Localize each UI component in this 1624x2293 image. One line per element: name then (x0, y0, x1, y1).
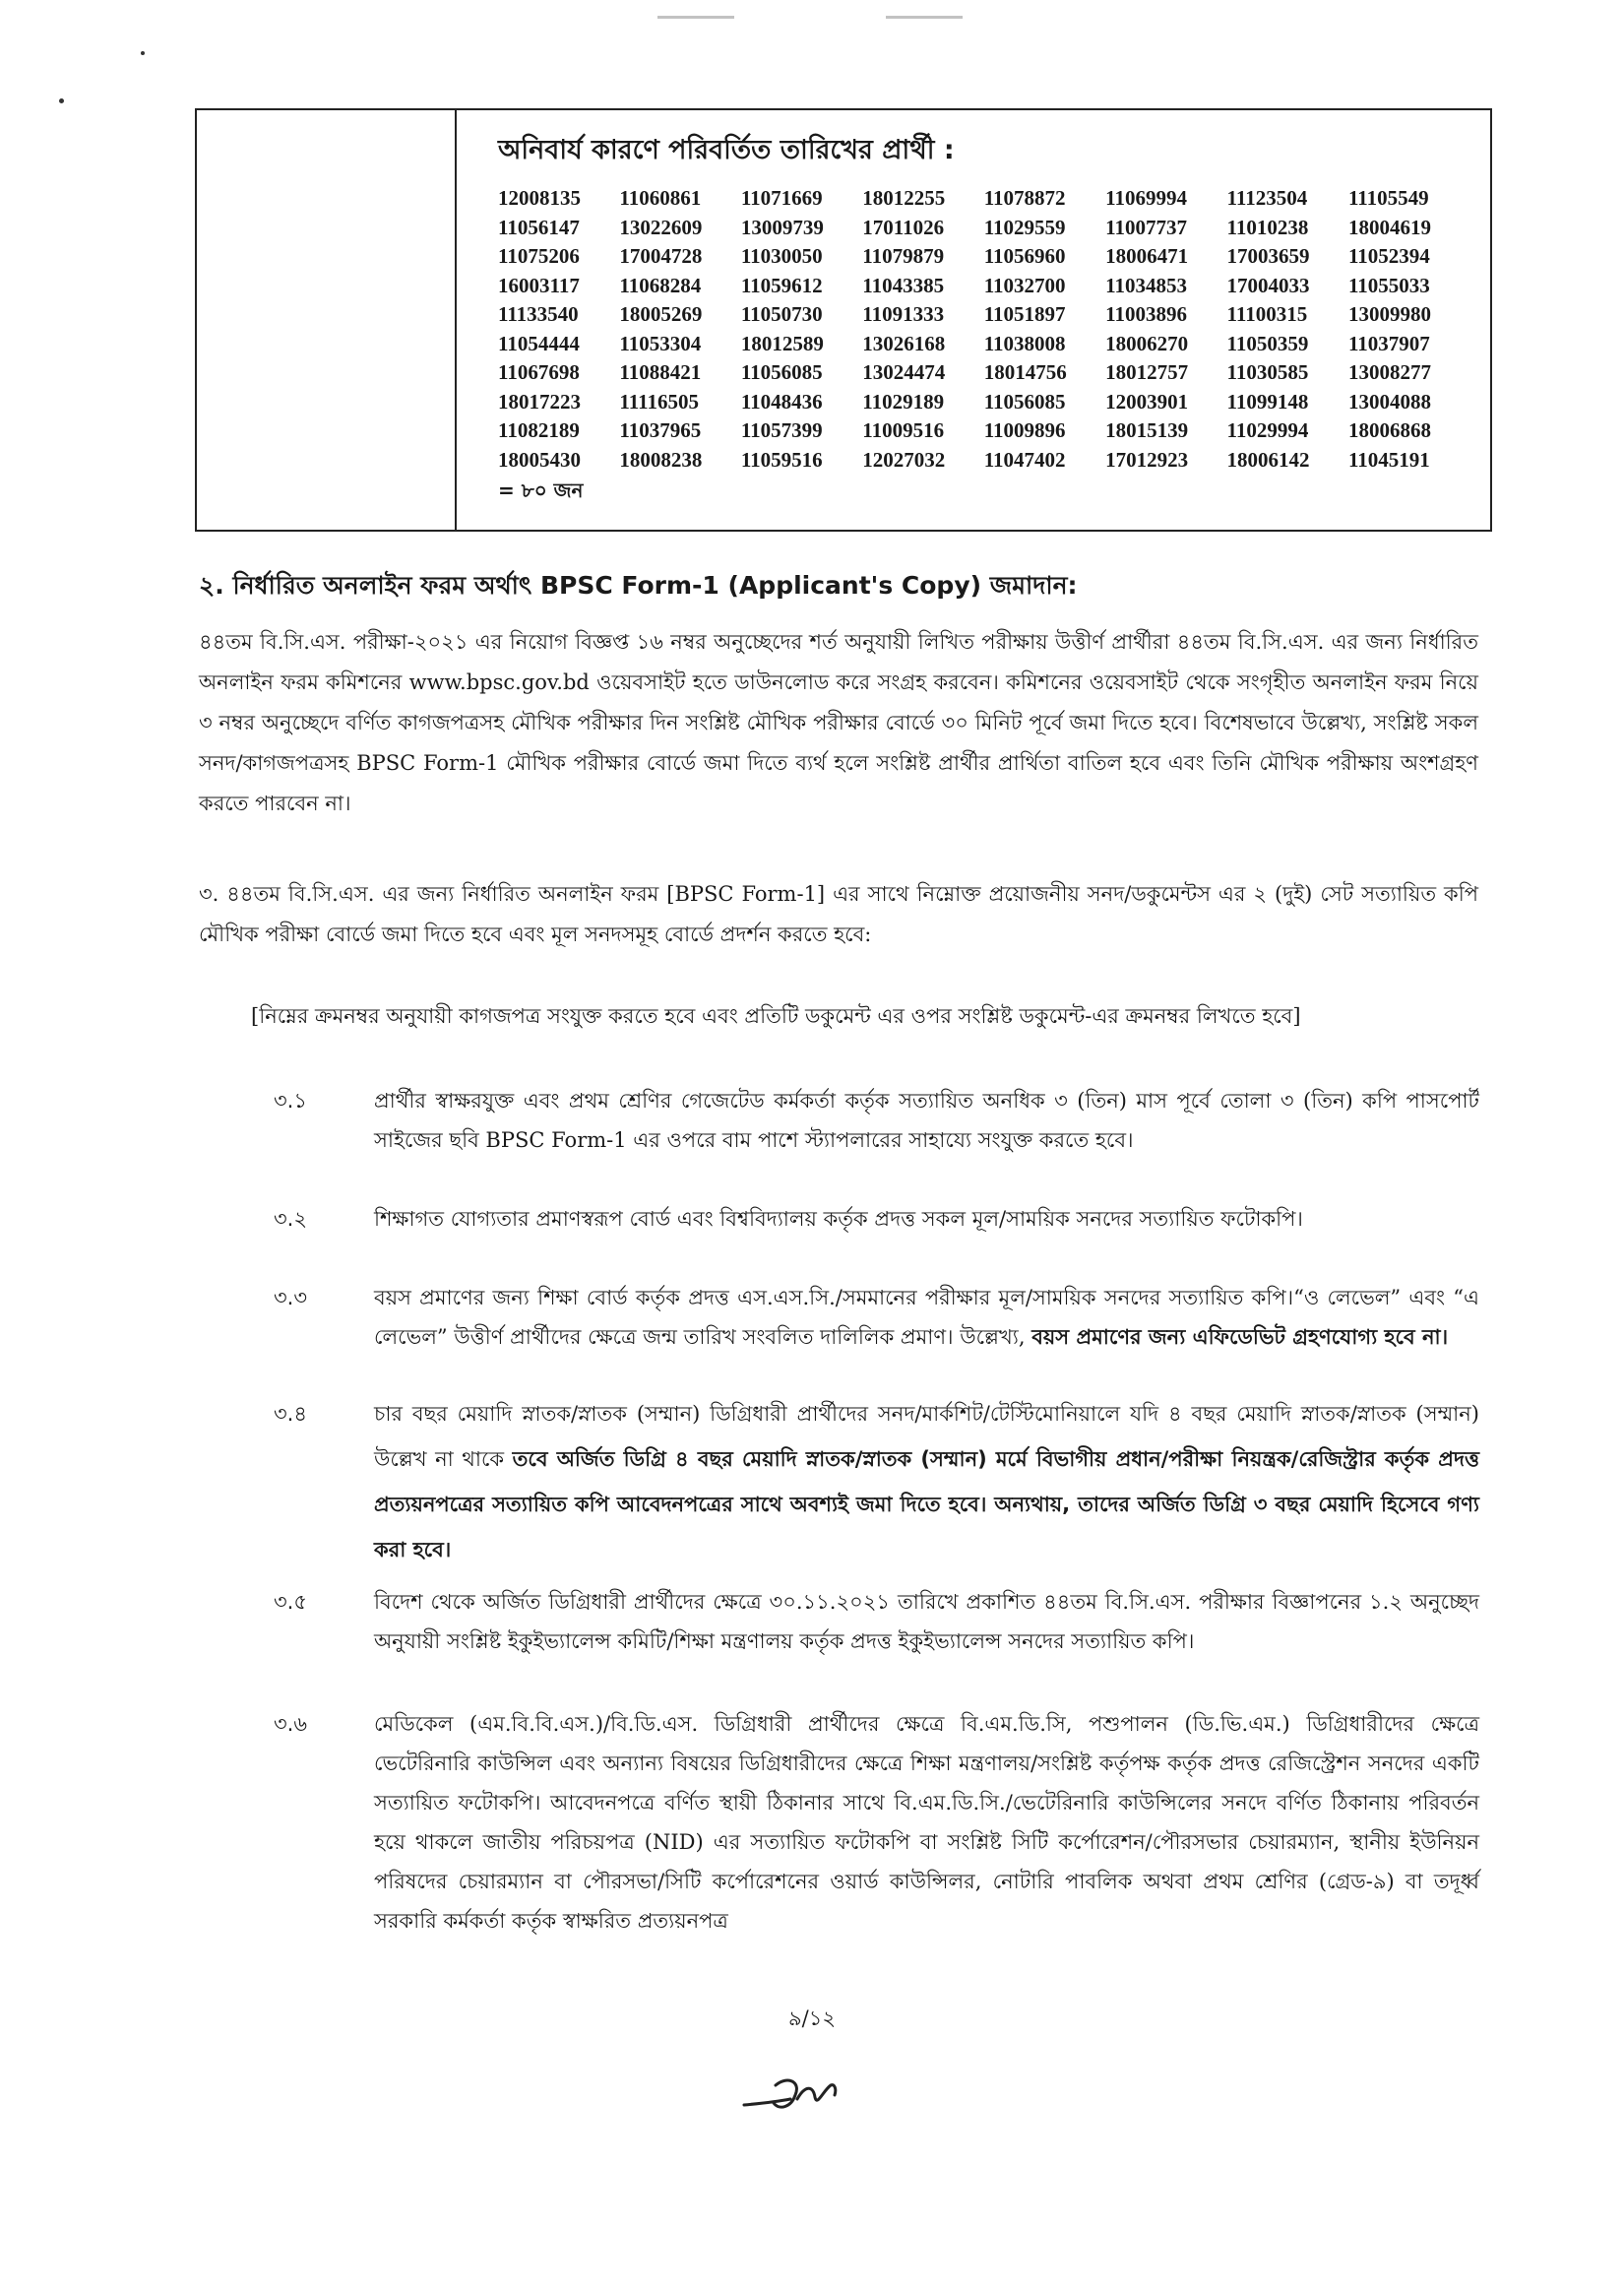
roll-number: 18004619 (1347, 215, 1431, 239)
roll-number: 11088421 (619, 360, 702, 384)
roll-number: 11100315 (1226, 302, 1308, 326)
roll-number: 11029189 (862, 389, 945, 414)
roll-number: 11067698 (498, 360, 580, 384)
roll-number: 11053304 (619, 331, 702, 355)
roll-number: 11045191 (1347, 447, 1430, 472)
candidate-total: = ৮০ জন (498, 478, 584, 502)
roll-number: 17004728 (619, 244, 703, 268)
roll-number-grid (498, 184, 1431, 475)
roll-number: 11082189 (498, 418, 580, 442)
roll-number: 11009896 (983, 418, 1066, 442)
roll-number: 11037907 (1347, 331, 1430, 355)
roll-number: 17011026 (862, 215, 945, 239)
roll-number: 11030050 (740, 244, 823, 268)
item-text: শিক্ষাগত যোগ্যতার প্রমাণস্বরূপ বোর্ড এবং বিশ্ববিদ্যালয় কর্তৃক প্রদত্ত সকল মূল/সাময়িক সনদের সত্যায়িত ফটোকপি। (374, 1207, 1303, 1231)
roll-number: 11034853 (1105, 273, 1187, 297)
roll-number: 12003901 (1105, 389, 1189, 414)
item-text-regular: চার বছর মেয়াদি স্নাতক/স্নাতক (সম্মান) ডিগ্রিধারী প্রার্থীদের সনদ/মার্কশিট/টেস্টিমোনিয়ালে যদি ৪ বছর মেয়াদি স্নাতক/স্নাতক (সম্মান) উল্লেখ না থাকে (374, 1402, 1479, 1471)
item-text: প্রার্থীর স্বাক্ষরযুক্ত এবং প্রথম শ্রেণির গেজেটেড কর্মকর্তা কর্তৃক সত্যায়িত অনধিক ৩ (তিন) মাস পূর্বে তোলা ৩ (তিন) কপি পাসপোর্ট সাইজের ছবি BPSC Form-1 এর ওপরে বাম পাশে স্ট্যাপলারের সাহায্যে সংযুক্ত করতে হবে। (374, 1089, 1479, 1152)
roll-number: 11007737 (1105, 215, 1187, 239)
roll-number: 11078872 (983, 186, 1066, 210)
roll-number: 11052394 (1347, 244, 1430, 268)
roll-number: 11079879 (862, 244, 945, 268)
roll-number: 11003896 (1105, 302, 1187, 326)
item-number: ৩.৩ (274, 1286, 307, 1309)
roll-number: 18012255 (862, 186, 946, 210)
roll-number: 18014756 (983, 360, 1067, 384)
roll-number: 11056085 (983, 389, 1066, 414)
roll-number: 11068284 (619, 273, 702, 297)
roll-number: 13026168 (862, 331, 946, 355)
roll-number: 13009739 (740, 215, 824, 239)
item-number: ৩.২ (274, 1207, 307, 1231)
roll-number: 11057399 (740, 418, 823, 442)
roll-number: 11038008 (983, 331, 1066, 355)
signature-initials (736, 2056, 864, 2125)
roll-number: 11050730 (740, 302, 823, 326)
roll-number: 11029559 (983, 215, 1066, 239)
roll-number: 11116505 (619, 389, 699, 414)
roll-number: 13009980 (1347, 302, 1431, 326)
roll-number: 18005269 (619, 302, 703, 326)
roll-number: 11105549 (1347, 186, 1429, 210)
roll-number: 11043385 (862, 273, 945, 297)
roll-number: 13004088 (1347, 389, 1431, 414)
roll-number: 11047402 (983, 447, 1066, 472)
roll-number: 11133540 (498, 302, 579, 326)
roll-number: 12027032 (862, 447, 946, 472)
item-text-bold: বয়স প্রমাণের জন্য এফিডেভিট গ্রহণযোগ্য হবে না। (1031, 1325, 1449, 1349)
roll-number: 18012757 (1105, 360, 1189, 384)
roll-number: 18006270 (1105, 331, 1189, 355)
item-number: ৩.৪ (274, 1402, 307, 1426)
section-2-heading: ২. নির্ধারিত অনলাইন ফরম অর্থাৎ BPSC Form-1 (Applicant's Copy) জমাদান: (199, 571, 1078, 600)
roll-number: 18006142 (1226, 447, 1310, 472)
item-number: ৩.১ (274, 1089, 307, 1113)
roll-number: 11048436 (740, 389, 823, 414)
box-divider (455, 110, 457, 530)
page-number: ৯/১২ (788, 2006, 836, 2030)
item-number: ৩.৫ (274, 1590, 307, 1614)
roll-number: 11059516 (740, 447, 823, 472)
scan-mark-left (657, 16, 734, 19)
scan-speck (141, 51, 145, 55)
roll-number: 11009516 (862, 418, 945, 442)
roll-number: 17003659 (1226, 244, 1310, 268)
roll-number: 13024474 (862, 360, 946, 384)
roll-number: 11051897 (983, 302, 1066, 326)
roll-number: 18015139 (1105, 418, 1189, 442)
roll-number: 11032700 (983, 273, 1066, 297)
roll-number: 11030585 (1226, 360, 1309, 384)
section-3-note: [নিম্নের ক্রমনম্বর অনুযায়ী কাগজপত্র সংযুক্ত করতে হবে এবং প্রতিটি ডকুমেন্ট এর ওপর সংশ্লিষ্ট ডকুমেন্ট-এর ক্রমনম্বর লিখতে হবে] (251, 1004, 1301, 1028)
item-text-regular: বয়স প্রমাণের জন্য শিক্ষা বোর্ড কর্তৃক প্রদত্ত এস.এস.সি./সমমানের পরীক্ষার মূল/সাময়িক সনদের সত্যায়িত কপি।“ও লেভেল” এবং “এ লেভেল” উত্তীর্ণ প্রার্থীদের ক্ষেত্রে জন্ম তারিখ সংবলিত দালিলিক প্রমাণ। উল্লেখ্য, (374, 1286, 1479, 1349)
roll-number: 11075206 (498, 244, 580, 268)
roll-number: 11091333 (862, 302, 945, 326)
roll-number: 18012589 (740, 331, 824, 355)
roll-number: 11060861 (619, 186, 702, 210)
roll-number: 11056085 (740, 360, 823, 384)
roll-number: 11055033 (1347, 273, 1430, 297)
roll-number: 11037965 (619, 418, 702, 442)
item-text-bold: তবে অর্জিত ডিগ্রি ৪ বছর মেয়াদি স্নাতক/স্নাতক (সম্মান) মর্মে বিভাগীয় প্রধান/পরীক্ষা নিয়ন্ত্রক/রেজিস্ট্রার কর্তৃক প্রদত্ত প্রত্যয়নপত্রের সত্যায়িত কপি আবেদনপত্রের সাথে অবশ্যই জমা দিতে হবে। অন্যথায়, তাদের অর্জিত ডিগ্রি ৩ বছর মেয়াদি হিসেবে গণ্য করা হবে। (374, 1447, 1479, 1561)
roll-number: 11071669 (740, 186, 823, 210)
roll-number: 11056147 (498, 215, 580, 239)
roll-number: 11099148 (1226, 389, 1309, 414)
item-text (374, 1278, 1479, 1357)
roll-number: 11050359 (1226, 331, 1309, 355)
roll-number: 18006471 (1105, 244, 1189, 268)
roll-number: 18008238 (619, 447, 703, 472)
roll-number: 11054444 (498, 331, 580, 355)
section-3-paragraph: ৩. ৪৪তম বি.সি.এস. এর জন্য নির্ধারিত অনলাইন ফরম [BPSC Form-1] এর সাথে নিম্নোক্ত প্রয়োজনীয় সনদ/ডকুমেন্টস এর ২ (দুই) সেট সত্যায়িত কপি মৌখিক পরীক্ষা বোর্ডে জমা দিতে হবে এবং মূল সনদসমূহ বোর্ডে প্রদর্শন করতে হবে: (199, 882, 1478, 946)
roll-number: 17012923 (1105, 447, 1189, 472)
roll-number: 11069994 (1105, 186, 1187, 210)
roll-number: 18006868 (1347, 418, 1431, 442)
roll-number: 11010238 (1226, 215, 1309, 239)
roll-number: 12008135 (498, 186, 581, 210)
roll-number: 18005430 (498, 447, 581, 472)
item-text: মেডিকেল (এম.বি.বি.এস.)/বি.ডি.এস. ডিগ্রিধারী প্রার্থীদের ক্ষেত্রে বি.এম.ডি.সি, পশুপালন (ডি.ভি.এম.) ডিগ্রিধারীদের ক্ষেত্রে ভেটেরিনারি কাউন্সিল এবং অন্যান্য বিষয়ের ডিগ্রিধারীদের ক্ষেত্রে শিক্ষা মন্ত্রণালয়/সংশ্লিষ্ট কর্তৃপক্ষ কর্তৃক প্রদত্ত রেজিস্ট্রেশন সনদের একটি সত্যায়িত ফটোকপি। আবেদনপত্রে বর্ণিত স্থায়ী ঠিকানার সাথে বি.এম.ডি.সি./ভেটেরিনারি কাউন্সিলের সনদে বর্ণিত ঠিকানায় পরিবর্তন হয়ে থাকলে জাতীয় পরিচয়পত্র (NID) এর সত্যায়িত ফটোকপি বা সংশ্লিষ্ট সিটি কর্পোরেশন/পৌরসভার চেয়ারম্যান, স্থানীয় ইউনিয়ন পরিষদের চেয়ারম্যান বা পৌরসভা/সিটি কর্পোরেশনের ওয়ার্ড কাউন্সিলর, নোটারি পাবলিক অথবা প্রথম শ্রেণির (গ্রেড-৯) বা তদূর্ধ্ব সরকারি কর্মকর্তা কর্তৃক স্বাক্ষরিত প্রত্যয়নপত্র (374, 1712, 1479, 1933)
roll-number: 16003117 (498, 273, 580, 297)
item-number: ৩.৬ (274, 1712, 307, 1736)
roll-number: 13022609 (619, 215, 703, 239)
scan-mark-right (886, 16, 963, 19)
roll-number: 11029994 (1226, 418, 1309, 442)
scan-speck (59, 98, 64, 103)
roll-number: 11059612 (740, 273, 823, 297)
roll-number: 18017223 (498, 389, 581, 414)
box-content (498, 130, 1431, 509)
roll-number: 13008277 (1347, 360, 1431, 384)
section-2-paragraph: ৪৪তম বি.সি.এস. পরীক্ষা-২০২১ এর নিয়োগ বিজ্ঞপ্ত ১৬ নম্বর অনুচ্ছেদের শর্ত অনুযায়ী লিখিত পরীক্ষায় উত্তীর্ণ প্রার্থীরা ৪৪তম বি.সি.এস. এর জন্য নির্ধারিত অনলাইন ফরম কমিশনের www.bpsc.gov.bd ওয়েবসাইট হতে ডাউনলোড করে সংগ্রহ করবেন। কমিশনের ওয়েবসাইট থেকে সংগৃহীত অনলাইন ফরম নিয়ে ৩ নম্বর অনুচ্ছেদে বর্ণিত কাগজপত্রসহ মৌখিক পরীক্ষার দিন সংশ্লিষ্ট মৌখিক পরীক্ষার বোর্ডে ৩০ মিনিট পূর্বে জমা দিতে হবে। বিশেষভাবে উল্লেখ্য, সংশ্লিষ্ট সকল সনদ/কাগজপত্রসহ BPSC Form-1 মৌখিক পরীক্ষার বোর্ডে জমা দিতে ব্যর্থ হলে সংশ্লিষ্ট প্রার্থীর প্রার্থিতা বাতিল হবে এবং তিনি মৌখিক পরীক্ষায় অংশগ্রহণ করতে পারবেন না। (199, 630, 1478, 815)
roll-number: 17004033 (1226, 273, 1310, 297)
item-text (374, 1391, 1479, 1572)
roll-number: 11123504 (1226, 186, 1308, 210)
roll-number: 11056960 (983, 244, 1066, 268)
item-text: বিদেশ থেকে অর্জিত ডিগ্রিধারী প্রার্থীদের ক্ষেত্রে ৩০.১১.২০২১ তারিখে প্রকাশিত ৪৪তম বি.সি.এস. পরীক্ষার বিজ্ঞাপনের ১.২ অনুচ্ছেদ অনুযায়ী সংশ্লিষ্ট ইকুইভ্যালেন্স কমিটি/শিক্ষা মন্ত্রণালয় কর্তৃক প্রদত্ত ইকুইভ্যালেন্স সনদের সত্যায়িত কপি। (374, 1590, 1479, 1653)
changed-date-candidates-box (195, 108, 1492, 532)
box-heading: অনিবার্য কারণে পরিবর্তিত তারিখের প্রার্থী : (498, 135, 955, 165)
